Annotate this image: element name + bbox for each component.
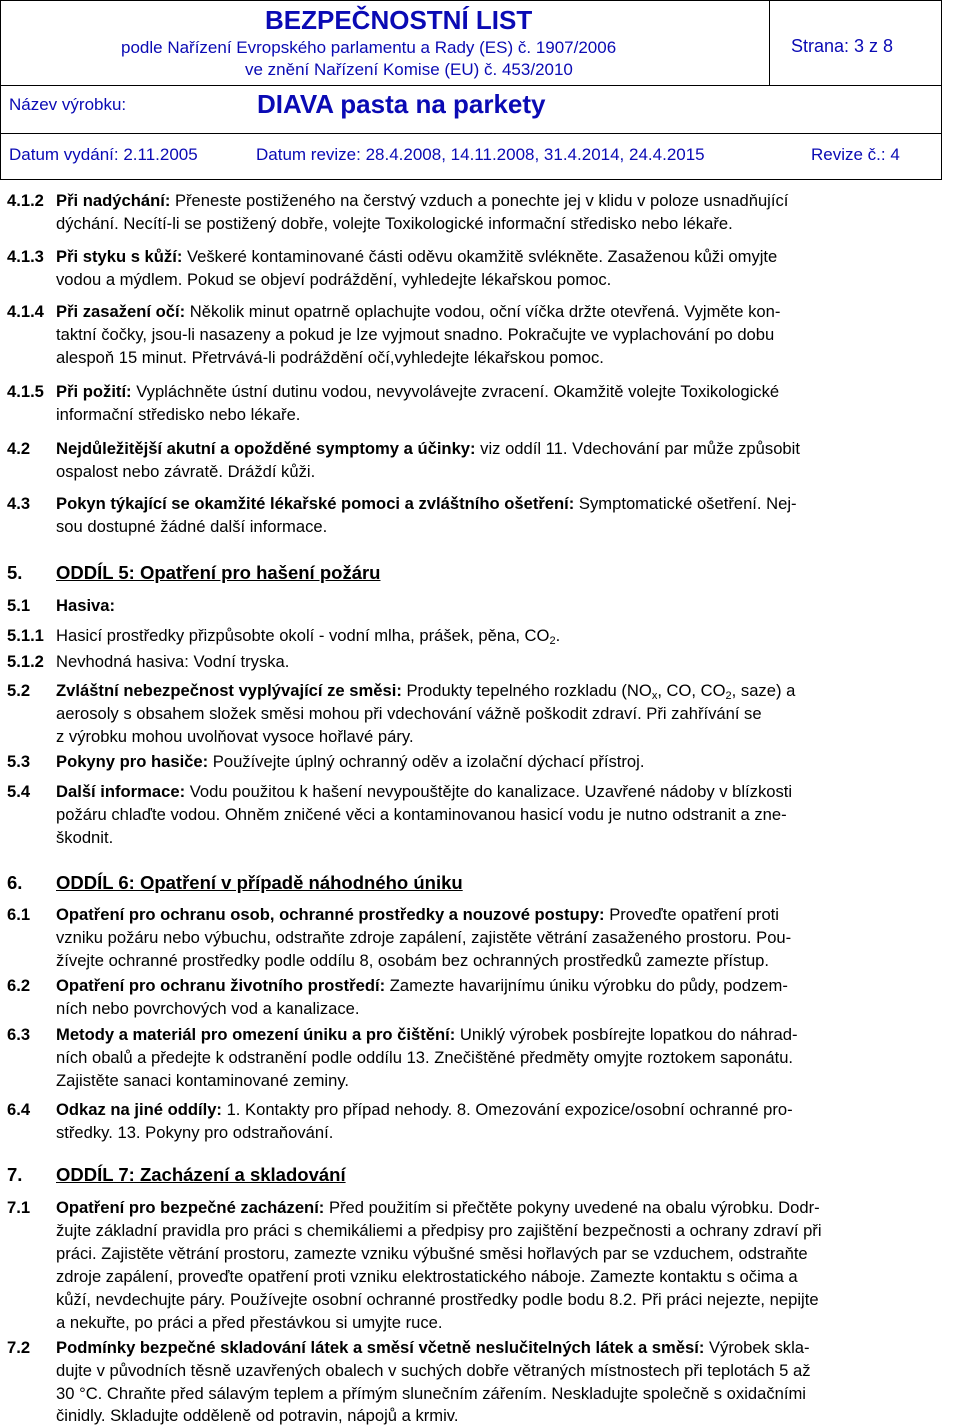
paragraph-line: dujte v původních těsně uzavřených obalech v suchých dobře větraných místnostech při teplotách 5 až: [56, 1361, 811, 1380]
item-number: 5.1: [7, 596, 31, 615]
paragraph-line: kůží, nevdechujte páry. Používejte osobní ochranné prostředky podle bodu 8.2. Při práci nejezte, nepijte: [56, 1290, 819, 1309]
item-number: 5.4: [7, 782, 31, 801]
paragraph-line: práci. Zajistěte větrání prostoru, zamezte vzniku výbušné směsi hořlavých par se vzduchem, odstraňte: [56, 1244, 808, 1263]
item-number: 5.3: [7, 752, 31, 771]
paragraph-line: dýchání. Necítí-li se postižený dobře, volejte Toxikologické informační středisko nebo lékaře.: [56, 214, 733, 233]
paragraph-line: činidly. Skladujte odděleně od potravin, nápojů a krmiv.: [56, 1406, 459, 1425]
paragraph-line: Při nadýchání: Přeneste postiženého na čerstvý vzduch a ponechte jej v klidu v poloze usnadňující: [56, 191, 789, 210]
header-divider: [769, 1, 770, 85]
paragraph-line: Hasicí prostředky přizpůsobte okolí - vodní mlha, prášek, pěna, $CO_2$.: [56, 626, 561, 647]
section-title: ODDÍL 6: Opatření v případě náhodného úniku: [56, 872, 463, 893]
paragraph-line: informační středisko nebo lékaře.: [56, 405, 301, 424]
paragraph-line: Nevhodná hasiva: Vodní tryska.: [56, 652, 290, 671]
paragraph-line: ních nebo povrchových vod a kanalizace.: [56, 999, 360, 1018]
paragraph-line: žujte základní pravidla pro práci s chemikáliemi a předpisy pro zajištění bezpečnosti a ochrany zdraví při: [56, 1221, 822, 1240]
section-number: 5.: [7, 562, 23, 583]
paragraph-line: z výrobku mohou uvolňovat vysoce hořlavé páry.: [56, 727, 414, 746]
paragraph-line: středky. 13. Pokyny pro odstraňování.: [56, 1123, 334, 1142]
paragraph-line: Nejdůležitější akutní a opožděné symptomy a účinky: viz oddíl 11. Vdechování par může způsobit: [56, 439, 800, 458]
section-number: 6.: [7, 872, 23, 893]
paragraph-line: zdroje zapálení, proveďte opatření proti vzniku elektrostatického náboje. Zamezte kontaktu s očima a: [56, 1267, 798, 1286]
item-number: 6.3: [7, 1025, 31, 1044]
paragraph-line: Při požití: Vypláchněte ústní dutinu vodou, nevyvolávejte zvracení. Okamžitě volejte Toxikologické: [56, 382, 780, 401]
item-number: 4.2: [7, 439, 31, 458]
paragraph-line: ních obalů a předejte k odstranění podle oddílu 13. Znečištěné předměty omyjte roztokem saponátu.: [56, 1048, 794, 1067]
regulation-line: podle Nařízení Evropského parlamentu a Rady (ES) č. 1907/2006: [121, 38, 617, 57]
item-number: 4.3: [7, 494, 31, 513]
document-title: BEZPEČNOSTNÍ LIST: [265, 5, 533, 35]
item-number: 6.2: [7, 976, 31, 995]
document-header: [0, 0, 942, 180]
paragraph-line: Pokyny pro hasiče: Používejte úplný ochranný oděv a izolační dýchací přístroj.: [56, 752, 645, 771]
paragraph-line: Při styku s kůží: Veškeré kontaminované části oděvu okamžitě svlékněte. Zasaženou kůži omyjte: [56, 247, 778, 266]
item-number: 5.2: [7, 681, 31, 700]
paragraph-line: žívejte ochranné prostředky podle oddílu 8, osobám bez ochranných prostředků zamezte přístup.: [56, 951, 770, 970]
paragraph-line: Zvláštní nebezpečnost vyplývající ze směsi: Produkty tepelného rozkladu ($NO_x$, CO, $CO_2$, saze) a: [56, 681, 796, 702]
paragraph-line: Opatření pro ochranu životního prostředí: Zamezte havarijnímu úniku výrobku do půdy, podzem-: [56, 976, 788, 995]
paragraph-line: požáru chlaďte vodou. Ohněm zničené věci a kontaminovanou hasicí vodu je nutno odstranit a zne-: [56, 805, 787, 824]
paragraph-line: Zajistěte sanaci kontaminované zeminy.: [56, 1071, 349, 1090]
section-title: ODDÍL 5: Opatření pro hašení požáru: [56, 562, 381, 583]
header-divider: [1, 85, 941, 86]
section-number: 7.: [7, 1164, 23, 1185]
item-heading: Hasiva:: [56, 596, 116, 615]
paragraph-line: vodou a mýdlem. Pokud se objeví podráždění, vyhledejte lékařskou pomoc.: [56, 270, 612, 289]
revision-number: Revize č.: 4: [811, 145, 900, 164]
paragraph-line: Při zasažení očí: Několik minut opatrně oplachujte vodou, oční víčka držte otevřená. Vyjměte kon-: [56, 302, 781, 321]
paragraph-line: Odkaz na jiné oddíly: 1. Kontakty pro případ nehody. 8. Omezování expozice/osobní ochranné pro-: [56, 1100, 793, 1119]
issue-date: Datum vydání: 2.11.2005: [9, 145, 198, 164]
paragraph-line: 30 °C. Chraňte před sálavým teplem a přímým slunečním zářením. Neskladujte společně s oxidačními: [56, 1384, 806, 1403]
paragraph-line: a nekuřte, po práci a před přestávkou si umyjte ruce.: [56, 1313, 443, 1332]
paragraph-line: taktní čočky, jsou-li nasazeny a pokud je lze vyjmout snadno. Pokračujte ve vyplachování po dobu: [56, 325, 775, 344]
item-number: 4.1.3: [7, 247, 44, 266]
product-name: DIAVA pasta na parkety: [257, 89, 546, 119]
item-number: 4.1.2: [7, 191, 44, 210]
paragraph-line: vzniku požáru nebo výbuchu, odstraňte zdroje zapálení, zajistěte větrání zasaženého prostoru. Pou-: [56, 928, 792, 947]
item-number: 7.2: [7, 1338, 31, 1357]
product-label: Název výrobku:: [9, 95, 127, 114]
item-number: 4.1.4: [7, 302, 44, 321]
revision-dates: Datum revize: 28.4.2008, 14.11.2008, 31.4.2014, 24.4.2015: [256, 145, 705, 164]
paragraph-line: Další informace: Vodu použitou k hašení nevypouštějte do kanalizace. Uzavřené nádoby v blízkosti: [56, 782, 793, 801]
paragraph-line: Opatření pro ochranu osob, ochranné prostředky a nouzové postupy: Proveďte opatření proti: [56, 905, 779, 924]
regulation-line: ve znění Nařízení Komise (EU) č. 453/2010: [245, 60, 573, 79]
item-number: 6.4: [7, 1100, 31, 1119]
item-number: 5.1.2: [7, 652, 44, 671]
paragraph-line: škodnit.: [56, 828, 114, 847]
paragraph-line: Pokyn týkající se okamžité lékařské pomoci a zvláštního ošetření: Symptomatické ošetření. Nej-: [56, 494, 797, 513]
paragraph-line: Metody a materiál pro omezení úniku a pro čištění: Uniklý výrobek posbírejte lopatkou do náhrad-: [56, 1025, 798, 1044]
paragraph-line: aerosoly s obsahem složek směsi mohou při vdechování vážně poškodit zdraví. Při zahřívání se: [56, 704, 762, 723]
paragraph-line: ospalost nebo závratě. Dráždí kůži.: [56, 462, 316, 481]
item-number: 4.1.5: [7, 382, 44, 401]
paragraph-line: Podmínky bezpečné skladování látek a směsí včetně neslučitelných látek a směsí: Výrobek skla-: [56, 1338, 810, 1357]
item-number: 6.1: [7, 905, 31, 924]
page-number: Strana: 3 z 8: [791, 36, 894, 56]
section-title: ODDÍL 7: Zacházení a skladování: [56, 1164, 346, 1185]
paragraph-line: sou dostupné žádné další informace.: [56, 517, 328, 536]
item-number: 5.1.1: [7, 626, 44, 645]
paragraph-line: Opatření pro bezpečné zacházení: Před použitím si přečtěte pokyny uvedené na obalu výrobku. Dodr-: [56, 1198, 820, 1217]
paragraph-line: alespoň 15 minut. Přetrvává-li podráždění očí,vyhledejte lékařskou pomoc.: [56, 348, 604, 367]
item-number: 7.1: [7, 1198, 31, 1217]
header-divider: [1, 133, 941, 134]
